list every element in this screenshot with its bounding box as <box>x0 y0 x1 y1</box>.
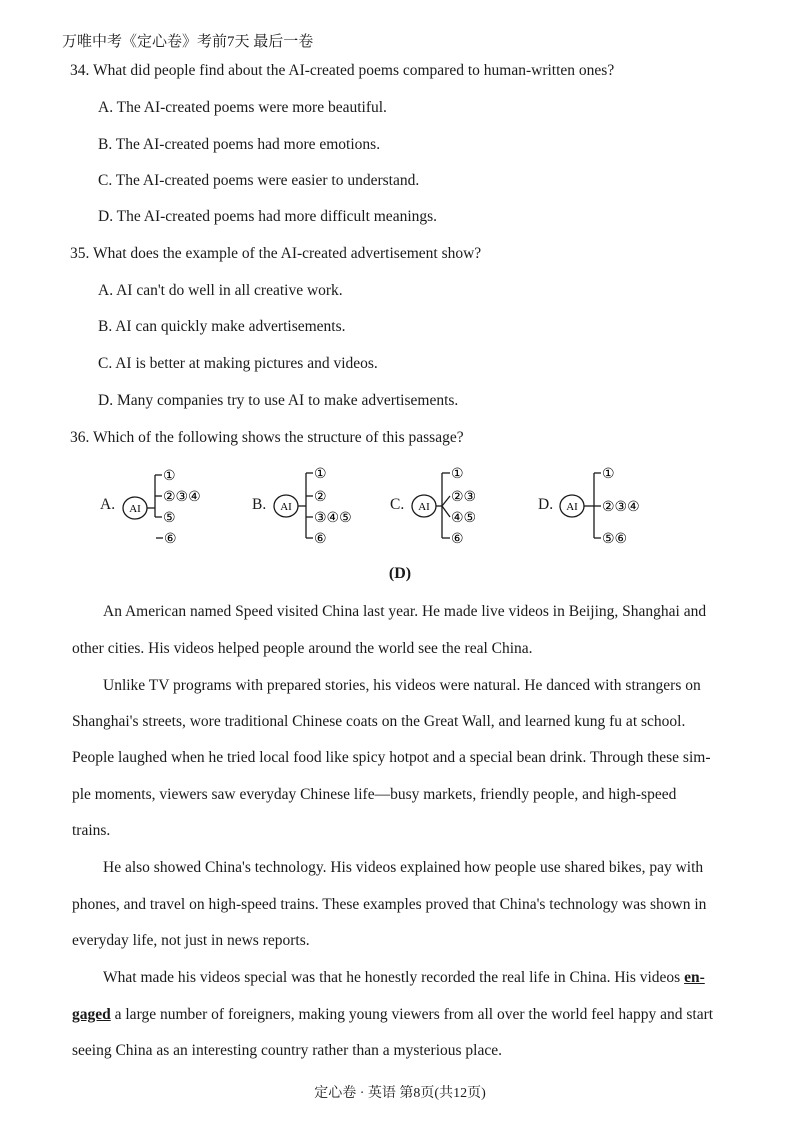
question-34-stem: 34. What did people find about the AI-created poems compared to human-written ones? <box>70 62 615 79</box>
page-footer: 定心卷 · 英语 第8页(共12页) <box>314 1086 486 1101</box>
passage-p3-line3: everyday life, not just in news reports. <box>72 932 310 949</box>
diagram-c-tree <box>410 465 520 550</box>
diagram-c-branch-2: ②③ <box>451 490 477 505</box>
diagram-a-tree <box>120 465 230 550</box>
section-label: (D) <box>388 565 412 582</box>
q34-option-a: A. The AI-created poems were more beautiful. <box>98 99 387 116</box>
diagram-c-branch-4: ⑥ <box>451 532 464 547</box>
q34-option-b: B. The AI-created poems had more emotions. <box>98 136 381 153</box>
question-36-stem: 36. Which of the following shows the structure of this passage? <box>70 429 464 446</box>
diagram-b-branch-1: ① <box>314 467 327 482</box>
structure-diagram-d <box>538 465 668 550</box>
diagram-d-branch-3: ⑤⑥ <box>602 532 628 547</box>
q35-option-a: A. AI can't do well in all creative work. <box>98 282 343 299</box>
passage-p1-line1: An American named Speed visited China last year. He made live videos in Beijing, Shanghai and <box>103 603 707 620</box>
page-header: 万唯中考《定心卷》考前7天 最后一卷 <box>62 34 314 50</box>
question-35-stem: 35. What does the example of the AI-created advertisement show? <box>70 245 482 262</box>
passage-p2-line4: ple moments, viewers saw everyday Chinese life—busy markets, friendly people, and high-speed <box>72 786 677 803</box>
diagram-b-branch-3: ③④⑤ <box>314 511 352 526</box>
diagram-c-branch-3: ④⑤ <box>451 511 477 526</box>
diagram-a-branch-3: ⑤ <box>163 511 176 526</box>
passage-p4-line1-text: What made his videos special was that he honestly recorded the real life in China. His videos <box>103 969 685 986</box>
diagram-b-branch-2: ② <box>314 490 327 505</box>
diagram-a-center: AI <box>129 503 141 515</box>
diagram-b-letter: B. <box>252 496 267 513</box>
diagram-a-branch-2: ②③④ <box>163 490 201 505</box>
passage-p4-line1 <box>103 969 705 987</box>
passage-p1-line2: other cities. His videos helped people around the world see the real China. <box>72 640 533 657</box>
diagram-b-branch-4: ⑥ <box>314 532 327 547</box>
structure-diagram-b <box>252 465 382 550</box>
diagram-a-letter: A. <box>100 496 116 513</box>
diagram-d-center: AI <box>566 501 578 513</box>
q35-option-c: C. AI is better at making pictures and videos. <box>98 355 378 372</box>
structure-diagram-c <box>390 465 520 550</box>
passage-p4-line3: seeing China as an interesting country rather than a mysterious place. <box>72 1042 502 1059</box>
q34-option-c: C. The AI-created poems were easier to understand. <box>98 172 420 189</box>
diagram-c-branch-1: ① <box>451 467 464 482</box>
structure-diagram-a <box>100 465 230 550</box>
passage-p2-line1: Unlike TV programs with prepared stories, his videos were natural. He danced with strangers on <box>103 677 701 694</box>
diagram-a-branch-1: ① <box>163 469 176 484</box>
passage-p3-line2: phones, and travel on high-speed trains. These examples proved that China's technology was shown in <box>72 896 707 913</box>
diagram-c-center: AI <box>418 501 430 513</box>
passage-p4-line2 <box>72 1006 713 1024</box>
underlined-word-part2: gaged <box>72 1006 111 1023</box>
diagram-c-letter: C. <box>390 496 405 513</box>
q34-option-d: D. The AI-created poems had more difficult meanings. <box>98 208 438 225</box>
q35-option-b: B. AI can quickly make advertisements. <box>98 318 346 335</box>
diagram-d-branch-1: ① <box>602 467 615 482</box>
passage-p3-line1: He also showed China's technology. His videos explained how people use shared bikes, pay with <box>103 859 704 876</box>
diagram-d-tree <box>558 465 668 550</box>
diagram-d-letter: D. <box>538 496 554 513</box>
diagram-d-branch-2: ②③④ <box>602 500 640 515</box>
passage-p4-line2-text: a large number of foreigners, making young viewers from all over the world feel happy and start <box>110 1006 714 1023</box>
q35-option-d: D. Many companies try to use AI to make advertisements. <box>98 392 459 409</box>
passage-p2-line2: Shanghai's streets, wore traditional Chinese coats on the Great Wall, and learned kung fu at school. <box>72 713 686 730</box>
underlined-word-part1: en- <box>684 969 705 986</box>
diagram-a-branch-4: ⑥ <box>164 532 177 547</box>
passage-p2-line5: trains. <box>72 822 111 839</box>
diagram-b-center: AI <box>280 501 292 513</box>
passage-p2-line3: People laughed when he tried local food like spicy hotpot and a special bean drink. Through these sim- <box>72 749 711 766</box>
diagram-b-tree <box>272 465 382 550</box>
